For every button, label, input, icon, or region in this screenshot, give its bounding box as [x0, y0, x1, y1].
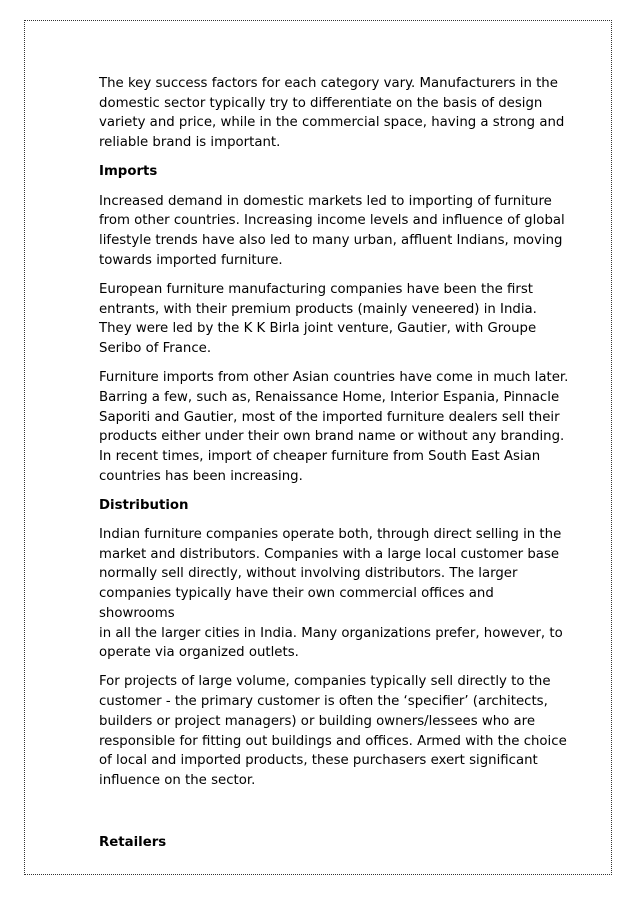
distribution-paragraph: For projects of large volume, companies typically sell directly to the customer - the primary customer is often the ‘specifier’ (architects, builders or project managers) or building owners/lessees who are responsible for fitting out buildings and offices. Armed with the choice of local and imported products, these purchasers exert significant influence on the sector.	[99, 674, 567, 788]
document-body	[99, 74, 569, 862]
imports-paragraph: European furniture manufacturing companies have been the first entrants, with their premium products (mainly veneered) in India. They were led by the K K Birla joint venture, Gautier, with Groupe Seribo of France.	[99, 281, 537, 356]
imports-heading: Imports	[99, 164, 158, 180]
imports-paragraph: Increased demand in domestic markets led to importing of furniture from other countries. Increasing income levels and influence of global lifestyle trends have also led to many urban, affluent Indians, moving towards imported furniture.	[99, 193, 565, 268]
distribution-paragraph: Indian furniture companies operate both, through direct selling in the market and distributors. Companies with a large local customer base normally sell directly, without involving distributors. The larger companies typically have their own commercial offices and showrooms in all the larger cities in India. Many organizations prefer, however, to operate via organized outlets.	[99, 527, 563, 661]
intro-paragraph: The key success factors for each category vary. Manufacturers in the domestic sector typically try to differentiate on the basis of design variety and price, while in the commercial space, having a strong and reliable brand is important.	[99, 76, 565, 151]
distribution-heading: Distribution	[99, 497, 189, 513]
retailers-heading: Retailers	[99, 834, 167, 850]
imports-paragraph: Furniture imports from other Asian countries have come in much later. Barring a few, such as, Renaissance Home, Interior Espania, Pinnacle Saporiti and Gautier, most of the imported furniture dealers sell their products either under their own brand name or without any branding. In recent times, import of cheaper furniture from South East Asian countries has been increasing.	[99, 370, 569, 484]
